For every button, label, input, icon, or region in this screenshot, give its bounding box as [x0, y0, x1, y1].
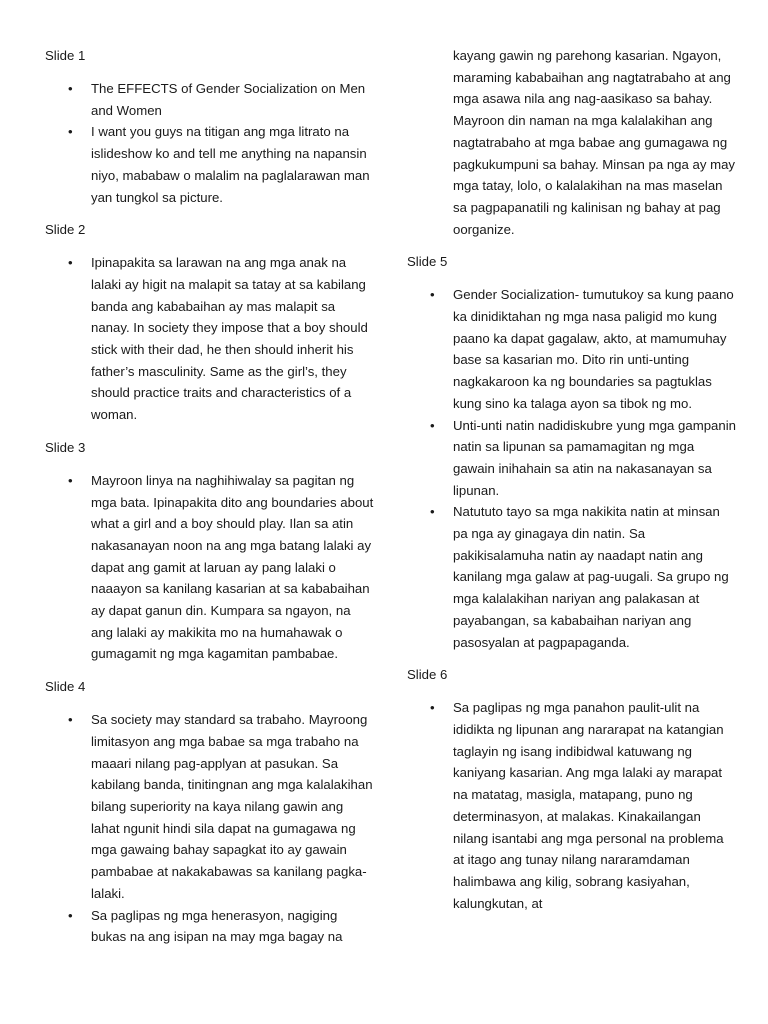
slide-1-bullets — [45, 78, 375, 208]
slide-4-continuation: kayang gawin ng parehong kasarian. Ngayon, maraming kababaihan ang nagtatrabaho at ang mga asawa nila ang nag-aasikaso sa bahay. Mayroon din naman na mga kalalakihan ang nagtatrabaho at mga babae ang gumagawa ng pagkukumpuni sa bahay. Minsan pa nga ay may mga tatay, lolo, o kalalakihan na mas maselan sa pagpapanatili ng kalinisan ng bahay at pag oorganize. — [453, 48, 735, 237]
bullet-icon: • — [68, 472, 73, 488]
left-column — [45, 45, 375, 959]
right-column — [407, 45, 737, 925]
list-item: • Unti-unti natin nadidiskubre yung mga gampanin natin sa lipunan sa pamamagitan ng mga gawain inihahain sa atin na nakasanayan sa lipunan. — [407, 415, 737, 502]
bullet-icon: • — [68, 907, 73, 923]
slide-2-heading: Slide 2 — [45, 222, 86, 238]
slide-5-bullets — [407, 284, 737, 653]
list-item: • I want you guys na titigan ang mga litrato na islideshow ko and tell me anything na napansin niyo, mababaw o malalim na paglalarawan man yan tungkol sa picture. — [45, 121, 375, 208]
slide-6-bullets — [407, 697, 737, 914]
slide-6-heading: Slide 6 — [407, 667, 448, 683]
slide-3-heading: Slide 3 — [45, 439, 86, 455]
list-item: • Sa paglipas ng mga henerasyon, nagiging bukas na ang isipan na may mga bagay na — [45, 905, 375, 948]
slide-4-bullets — [45, 709, 375, 948]
bullet-icon: • — [430, 287, 435, 303]
list-item: • Mayroon linya na naghihiwalay sa pagitan ng mga bata. Ipinapakita dito ang boundaries about what a girl and a boy should play. Ilan sa atin nakasanayan noon na ang mga batang lalaki ay dapat ang gamit at laruan ay pang lalaki o naaayon sa kanilang kasarian at sa kababaihan ay dapat ganun din. Kumpara sa ngayon, na ang lalaki ay makikita mo na humahawak o gumagamit ng mga kagamitan pambabae. — [45, 470, 375, 665]
bullet-icon: • — [68, 81, 73, 96]
list-item: • Natututo tayo sa mga nakikita natin at minsan pa nga ay ginagaya din natin. Sa pakikisalamuha natin ay naadapt natin ang kanilang mga galaw at pag-uugali. Sa grupo ng mga kalalakihan nariyan ang palakasan at payabangan, sa kababaihan nariyan ang pasosyalan at pagpapaganda. — [407, 501, 737, 653]
bullet-icon: • — [68, 255, 73, 271]
bullet-icon: • — [68, 124, 73, 140]
list-item: • Gender Socialization- tumutukoy sa kung paano ka dinidiktahan ng mga nasa paligid mo kung paano ka dapat gagalaw, akto, at mamumuhay base sa kasarian mo. Dito rin unti-unting nagkakaroon ka ng boundaries sa pagtuklas kung sino ka talaga ayon sa tibok ng mo. — [407, 284, 737, 414]
slide-4-heading: Slide 4 — [45, 679, 86, 695]
list-item: • The EFFECTS of Gender Socialization on Men and Women — [45, 78, 375, 121]
slide-5-heading: Slide 5 — [407, 254, 448, 270]
list-item: • Ipinapakita sa larawan na ang mga anak na lalaki ay higit na malapit sa tatay at sa kabilang banda ang kababaihan ay mas malapit sa nanay. In society they impose that a boy should stick with their dad, he then should inherit his father’s masculinity. Same as the girl’s, they should practice traits and characteristics of a woman. — [45, 252, 375, 426]
list-item: • Sa paglipas ng mga panahon paulit-ulit na ididikta ng lipunan ang nararapat na katangian taglayin ng isang indibidwal katuwang ng kaniyang kasarian. Ang mga lalaki ay marapat na matatag, masigla, matapang, puno ng determinasyon, at malakas. Kinakailangan nilang isantabi ang mga personal na problema at itago ang tunay nilang nararamdaman halimbawa ang kilig, sobrang kasiyahan, kalungkutan, at — [407, 697, 737, 914]
slide-2-bullets — [45, 252, 375, 426]
bullet-icon: • — [68, 712, 73, 728]
bullet-icon: • — [430, 417, 435, 433]
bullet-icon: • — [430, 700, 435, 716]
list-item: • Sa society may standard sa trabaho. Mayroong limitasyon ang mga babae sa mga trabaho na maaari nilang pag-applyan at pasukan. Sa kabilang banda, tinitingnan ang mga kalalakihan bilang superiority na kaya nilang gawin ang lahat ngunit hindi sila dapat na gumagawa ng mga gawaing bahay sapagkat ito ay gawain pambabae at nakakabawas sa kanilang pagka-lalaki. — [45, 709, 375, 904]
bullet-icon: • — [430, 504, 435, 520]
slide-3-bullets — [45, 470, 375, 665]
slide-1-heading: Slide 1 — [45, 48, 86, 63]
